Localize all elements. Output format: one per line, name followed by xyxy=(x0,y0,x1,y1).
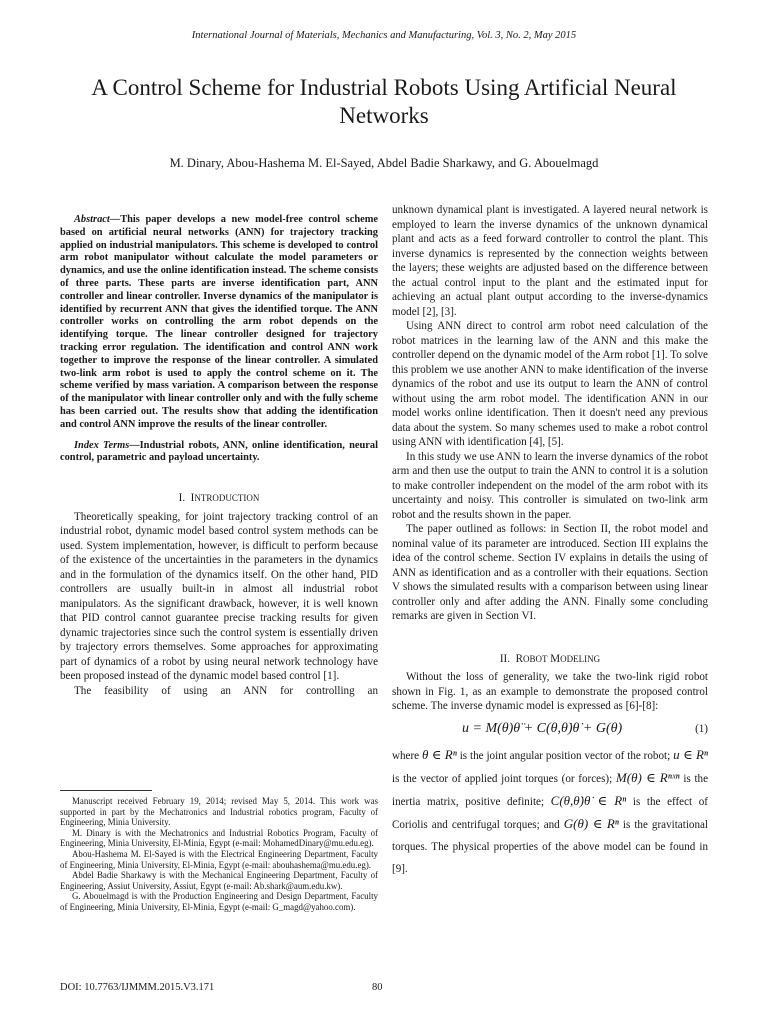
footnotes xyxy=(60,796,378,913)
index-terms-label: Index Terms xyxy=(74,439,130,451)
equation-number: (1) xyxy=(695,722,708,735)
footnote-manuscript: Manuscript received February 19, 2014; revised May 5, 2014. This work was supported in part by the Mechatronics and Industrial robotics program, Faculty of Engineering, Minia University. xyxy=(60,796,378,828)
model-paragraph-1: Without the loss of generality, we take the two-link rigid robot shown in Fig. 1, as an example to demonstrate the proposed control scheme. The inverse dynamic model is expressed as [6]-[8]: xyxy=(392,671,708,712)
right-paragraph-4: The paper outlined as follows: in Section II, the robot model and nominal value of its parameter are introduced. Section III explains the idea of the control scheme. Section IV explains in details the using of ANN as identification and as a controller with their equations. Section V shows the simulated results with a comparison between using linear controller only and after adding the ANN. Finally some concluding remarks are given in Section VI. xyxy=(392,523,708,622)
author-list: M. Dinary, Abou-Hashema M. El-Sayed, Abdel Badie Sharkawy, and G. Abouelmagd xyxy=(169,156,599,170)
coriolis-term-math: C(θ,θ̇)θ̇ ∈ Rⁿ xyxy=(550,793,627,808)
model-paragraph-2: where θ ∈ Rⁿ is the joint angular position vector of the robot; u ∈ Rⁿ is the vector of applied joint torques (or forces); M(θ) ∈ Rⁿˣⁿ is the inertia matrix, positive definite; C(θ,θ̇)θ̇ ∈ Rⁿ is the effect of Coriolis and centrifugal torques; and G(θ) ∈ Rⁿ is the gravitational torques. The physical properties of the above model can be found in [9]. xyxy=(392,747,709,875)
right-column xyxy=(392,203,708,880)
inertia-matrix-math: M(θ) ∈ Rⁿˣⁿ xyxy=(615,770,680,785)
doi-footer: DOI: 10.7763/IJMMM.2015.V3.171 xyxy=(60,982,215,993)
abstract xyxy=(60,214,378,432)
intro-paragraph-2: The feasibility of using an ANN for controlling an xyxy=(74,684,378,697)
section-heading-robot-modeling: II. ROBOT MODELING xyxy=(499,652,601,665)
left-column xyxy=(60,214,378,698)
index-terms-text: —Industrial robots, ANN, online identification, neural control, parametric and payload uncertainty. xyxy=(60,439,378,464)
footnote-author-4: G. Abouelmagd is with the Production Engineering and Design Department, Faculty of Engineering, Minia University, El-Minia, Egypt (e-mail: G_magd@yahoo.com). xyxy=(60,891,378,912)
right-paragraph-3: In this study we use ANN to learn the inverse dynamics of the robot arm and then use the output to train the ANN to control it is a solution to make controller independent on the model of the arm robot with its uncertainty and noisy. This controller is simulated on two-link arm robot and the results shown in the paper. xyxy=(392,450,708,521)
equation-1 xyxy=(392,722,708,737)
footnote-author-3: Abdel Badie Sharkawy is with the Mechanical Engineering Department, Faculty of Engineering, Assiut University, Assiut, Egypt (e-mail: Ab.shark@aum.edu.kw). xyxy=(60,870,378,891)
journal-header: International Journal of Materials, Mechanics and Manufacturing, Vol. 3, No. 2, May 2015 xyxy=(191,30,577,41)
right-paragraph-1: unknown dynamical plant is investigated. A layered neural network is employed to learn the inverse dynamics of the unknown dynamical plant and acts as a feed forward controller to control the plant. This inverse dynamics is represented by the connection weights between the layers; these weights are adjusted based on the difference between the actual control input to the plant and the estimated input for achieving an actual plant output according to the inverse-dynamics model [2], [3]. xyxy=(392,204,708,318)
footnote-author-2: Abou-Hashema M. El-Sayed is with the Electrical Engineering Department, Faculty of Engineering, Minia University, El-Minia, Egypt (e-mail: abouhashema@mu.edu.eg). xyxy=(60,848,378,870)
page-number: 80 xyxy=(372,982,383,993)
footnote-divider xyxy=(60,790,152,791)
footnote-author-1: M. Dinary is with the Mechatronics and Industrial Robotics Program, Faculty of Engineering, Minia University, El-Minia, Egypt (e-mail: MohamedDinary@mu.edu.eg). xyxy=(60,827,378,849)
equation-expression: u = M(θ)θ̈ + C(θ,θ̇)θ̇ + G(θ) xyxy=(462,720,623,736)
section-heading-introduction: I. INTRODUCTION xyxy=(178,492,260,505)
abstract-label: Abstract xyxy=(74,214,110,225)
theta-vector-math: θ ∈ Rⁿ xyxy=(422,747,457,762)
right-paragraph-2: Using ANN direct to control arm robot need calculation of the robot matrices in the learning law of the ANN and this make the controller depend on the dynamic model of the Arm robot [1]. To solve this problem we use another ANN to make identification of the inverse dynamics of the robot and use its output to learn the ANN of control without using the arm robot model. The identification ANN in our model works online identification. Then it doesn't need any previous data about the system. So many schemes used to make a robot control using ANN with identification [4], [5]. xyxy=(392,320,708,448)
intro-paragraph-1: Theoretically speaking, for joint trajectory tracking control of an industrial robot, dynamic model based control system methods can be used. System implementation, however, is difficult to perform because of the existence of the uncertainties in the parameters in the dynamics and in the formulation of the dynamics itself. On the other hand, PID controllers are usually built-in in almost all industrial robot manipulators. As the significant drawback, however, it is well known that PID control cannot guarantee precise tracking results for given dynamic trajectories since such the control system is essentially driven by trajectory errors themselves. Some approaches for approximating part of dynamics of a robot by using neural network technology have been proposed instead of the dynamic model based control [1]. xyxy=(60,510,378,683)
paper-title: A Control Scheme for Industrial Robots Using Artificial Neural Networks xyxy=(91,75,677,128)
index-terms xyxy=(60,440,378,466)
torque-vector-math: u ∈ Rⁿ xyxy=(673,747,708,762)
abstract-text: —This paper develops a new model-free control scheme based on artificial neural networks (ANN) for trajectory tracking applied on industrial manipulators. This scheme is developed to control arm robot manipulator without calculate the model parameters or dynamics, and use the online identification instead. The scheme consists of three parts. These parts are inverse identification part, ANN controller and linear controller. Inverse dynamics of the manipulator is identified by recurrent ANN that gives the identified torque. The ANN controller works on controlling the arm robot depends on the identifying torque. The linear controller designed for trajectory tracking error regulation. The identification and control ANN work together to improve the response of the linear controller. A simulated two-link arm robot is used to apply the control scheme on it. The scheme verified by mass variation. A comparison between the response of the manipulator with linear controller only and with the fully scheme has been carried out. The results show that adding the identification and control ANN improve the results of the linear controller. xyxy=(60,214,378,430)
gravity-term-math: G(θ) ∈ Rⁿ xyxy=(563,816,619,831)
